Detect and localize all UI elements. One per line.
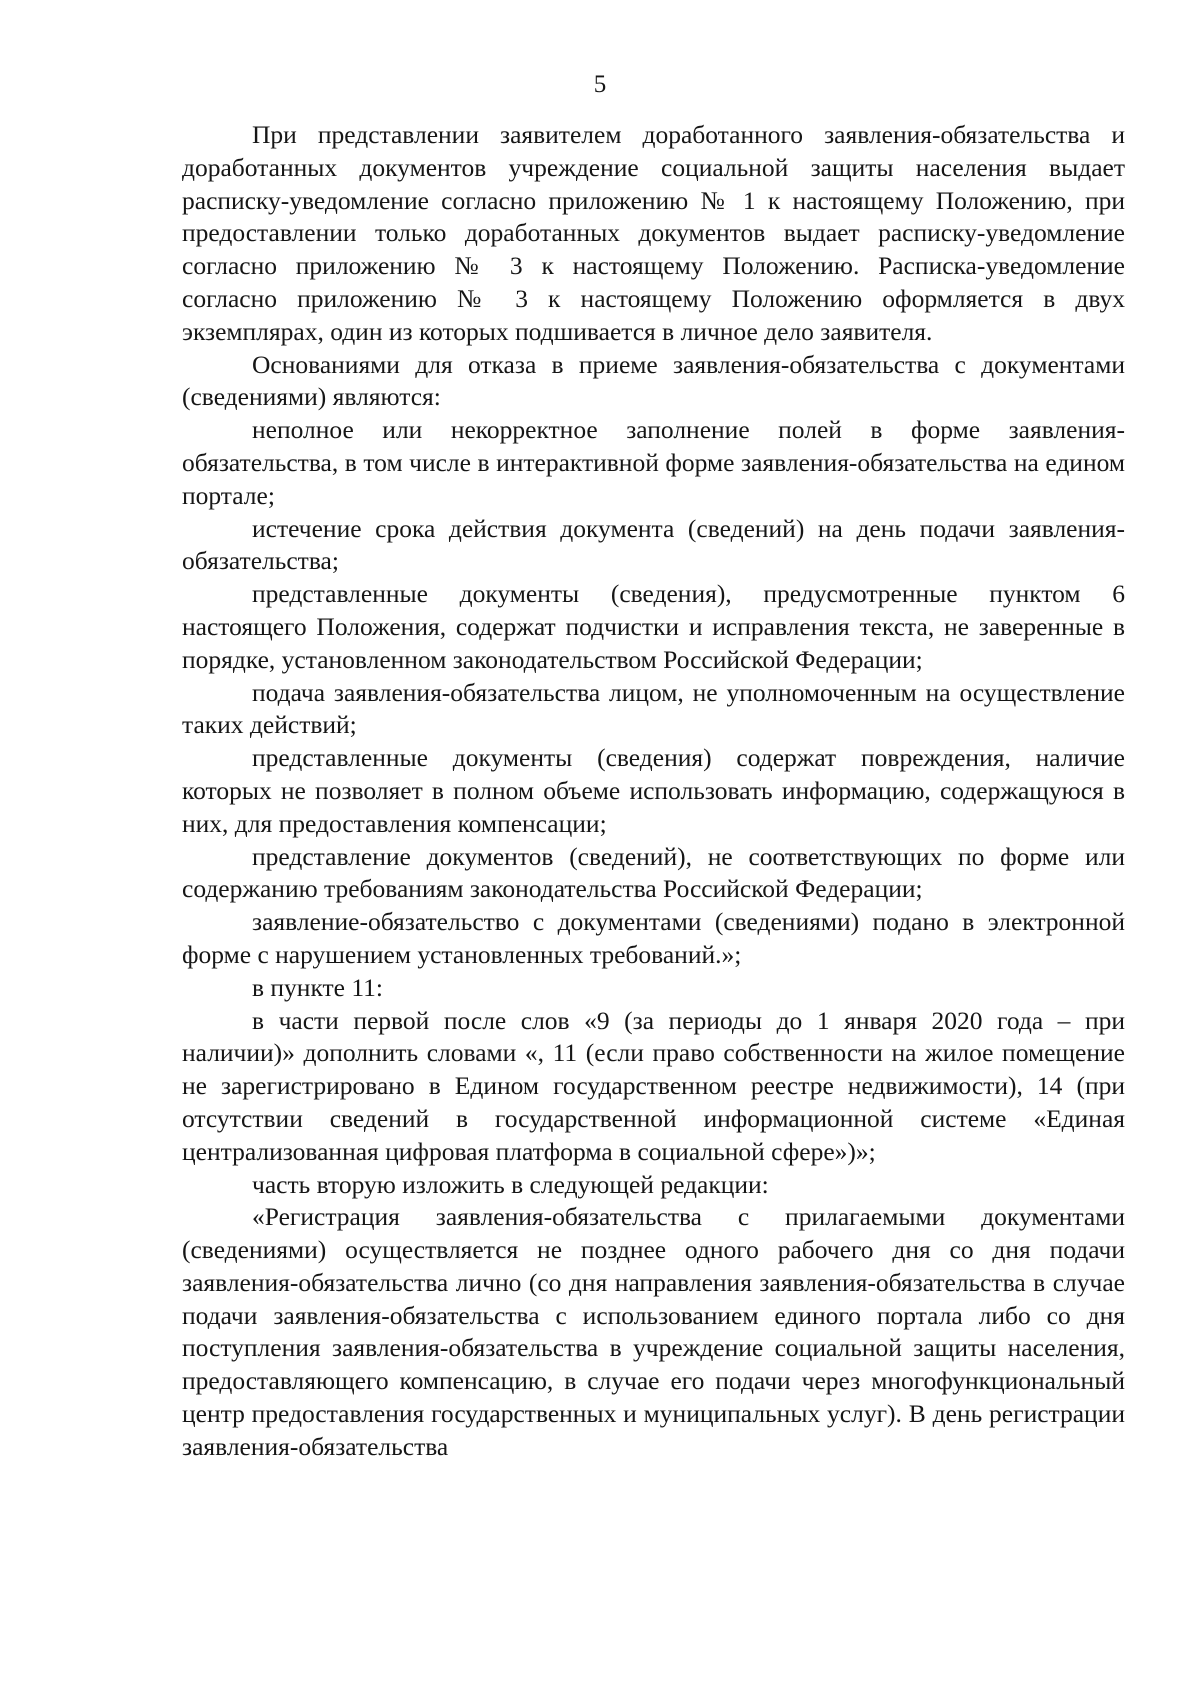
paragraph-part-one-amendment: в части первой после слов «9 (за периоды до 1 января 2020 года – при наличии)» дополнить словами «, 11 (если право собственности на жилое помещение не зарегистрировано в Едином государственном реестре недвижимости), 14 (при отсутствии сведений в государственной информационной системе «Единая централизованная цифровая платформа в социальной сфере»)»; <box>182 1005 1125 1166</box>
paragraph-refusal-grounds-intro: Основаниями для отказа в приеме заявления-обязательства с документами (сведениями) являются: <box>182 349 1125 412</box>
paragraph-refusal-damaged-documents: представленные документы (сведения) содержат повреждения, наличие которых не позволяет в полном объеме использовать информацию, содержащуюся в них, для предоставления компенсации; <box>182 743 1125 838</box>
page-number: 5 <box>593 71 607 98</box>
paragraph-refusal-electronic-violation: заявление-обязательство с документами (сведениями) подано в электронной форме с нарушением установленных требований.»; <box>182 907 1125 969</box>
paragraph-part-two-intro: часть вторую изложить в следующей редакции: <box>252 1169 769 1199</box>
paragraph-refusal-corrections: представленные документы (сведения), предусмотренные пунктом 6 настоящего Положения, содержат подчистки и исправления текста, не заверенные в порядке, установленном законодательством Российской Федерации; <box>182 579 1125 674</box>
paragraph-registration-rules: «Регистрация заявления-обязательства с прилагаемыми документами (сведениями) осуществляется не позднее одного рабочего дня со дня подачи заявления-обязательства лично (со дня направления заявления-обязательства в случае подачи заявления-обязательства с использованием единого портала либо со дня поступления заявления-обязательства в учреждение социальной защиты населения, предоставляющего компенсацию, в случае его подачи через многофункциональный центр предоставления государственных и муниципальных услуг). В день регистрации заявления-обязательства <box>182 1202 1125 1461</box>
document-body <box>182 119 1125 1464</box>
paragraph-clause-11-heading: в пункте 11: <box>252 972 383 1002</box>
paragraph-refusal-nonconforming-form: представление документов (сведений), не соответствующих по форме или содержанию требованиям законодательства Российской Федерации; <box>182 841 1125 904</box>
paragraph-refusal-unauthorized-person: подача заявления-обязательства лицом, не уполномоченным на осуществление таких действий; <box>182 677 1125 740</box>
paragraph-refusal-expired-document: истечение срока действия документа (сведений) на день подачи заявления-обязательства; <box>182 513 1125 576</box>
paragraph-receipt-notice: При представлении заявителем доработанного заявления-обязательства и доработанных документов учреждение социальной защиты населения выдает расписку-уведомление согласно приложению № 1 к настоящему Положению, при предоставлении только доработанных документов выдает расписку-уведомление согласно приложению № 3 к настоящему Положению. Расписка-уведомление согласно приложению № 3 к настоящему Положению оформляется в двух экземплярах, один из которых подшивается в личное дело заявителя. <box>182 120 1125 346</box>
paragraph-refusal-incomplete-fields: неполное или некорректное заполнение полей в форме заявления-обязательства, в том числе в интерактивной форме заявления-обязательства на едином портале; <box>182 415 1125 510</box>
